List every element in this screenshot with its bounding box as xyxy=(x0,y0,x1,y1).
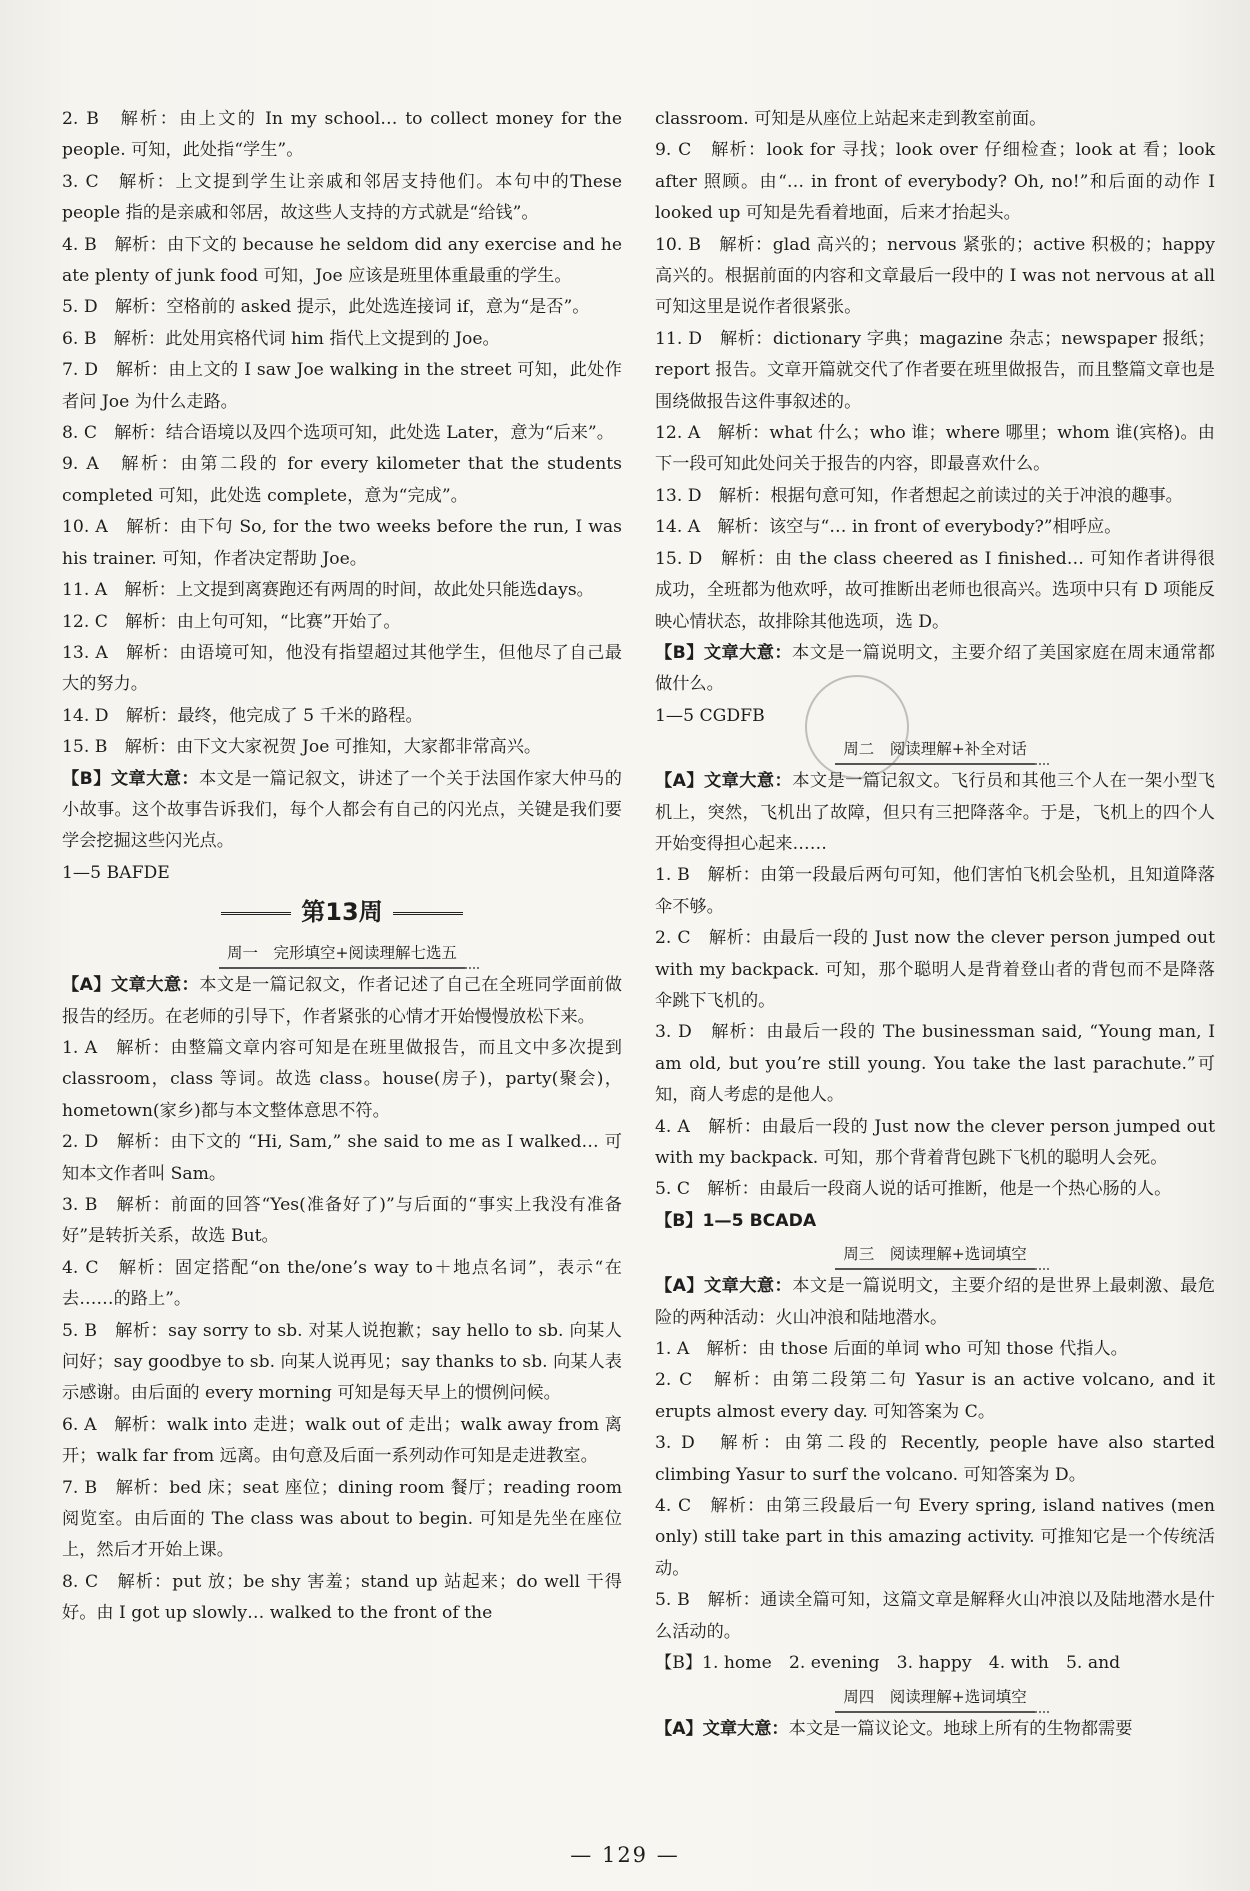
answer-item: 4. B 解析：由下文的 because he seldom did any exercise and he ate plenty of junk food 可知，Joe 应该是班里体重最重的学生。 xyxy=(62,234,622,287)
summary-tag: 【A】文章大意： xyxy=(655,1718,789,1739)
answer-item: 8. C 解析：put 放；be shy 害羞；stand up 站起来；do well 干得好。由 I got up slowly… walked to the front of the xyxy=(62,1571,622,1624)
divider xyxy=(393,912,463,915)
answer-item: 1. A 解析：由整篇文章内容可知是在班里做报告，而且文中多次提到 classroom，class 等词。故选 class。house(房子)，party(聚会)，hometown(家乡)都与本文整体意思不符。 xyxy=(62,1037,622,1121)
answer-item: 13. D 解析：根据句意可知，作者想起之前读过的关于冲浪的趣事。 xyxy=(655,485,1183,506)
answer-item: 12. A 解析：what 什么；who 谁；where 哪里；whom 谁(宾格)。由下一段可知此处问关于报告的内容，即最喜欢什么。 xyxy=(655,423,1215,475)
answer-item: 10. B 解析：glad 高兴的；nervous 紧张的；active 积极的；happy 高兴的。根据前面的内容和文章最后一段中的 I was not nervous at all 可知这里是说作者很紧张。 xyxy=(655,234,1215,318)
answer-item: 2. B 解析：由上文的 In my school… to collect money for the people. 可知，此处指“学生”。 xyxy=(62,109,622,161)
answer-item: 1. A 解析：由 those 后面的单词 who 可知 those 代指人。 xyxy=(655,1339,1128,1360)
answer-item: 12. C 解析：由上句可知，“比赛”开始了。 xyxy=(62,611,401,632)
summary-tag: 【B】文章大意： xyxy=(655,642,793,663)
answer-key: 【B】1. home 2. evening 3. happy 4. with 5. and xyxy=(655,1653,1121,1674)
answer-item: 4. C 解析：由第三段最后一句 Every spring, island natives (men only) still take part in this amazing activity. 可推知它是一个传统活动。 xyxy=(655,1496,1215,1579)
answer-key: 【B】1—5 BCADA xyxy=(655,1210,817,1231)
divider xyxy=(221,912,291,915)
answer-item: 1. B 解析：由第一段最后两句可知，他们害怕飞机会坠机，且知道降落伞不够。 xyxy=(655,865,1215,917)
answer-item: 7. B 解析：bed 床；seat 座位；dining room 餐厅；reading room 阅览室。由后面的 The class was about to begin. 可知是先坐在座位上，然后才开始上课。 xyxy=(62,1477,622,1561)
answer-item: 9. A 解析：由第二段的 for every kilometer that the students completed 可知，此处选 complete，意为“完成”。 xyxy=(62,454,622,506)
answer-item: 4. A 解析：由最后一段的 Just now the clever person jumped out with my backpack. 可知，那个背着背包跳下飞机的聪明人会死。 xyxy=(655,1116,1215,1168)
answer-item: 8. C 解析：结合语境以及四个选项可知，此处选 Later，意为“后来”。 xyxy=(62,423,614,444)
answer-item: 2. C 解析：由第二段第二句 Yasur is an active volcano, and it erupts almost every day. 可知答案为 C。 xyxy=(655,1370,1215,1422)
answer-item: 14. A 解析：该空与“… in front of everybody?”相呼应。 xyxy=(655,517,1122,538)
passage-summary xyxy=(62,970,622,1033)
answer-item: 9. C 解析：look for 寻找；look over 仔细检查；look at 看；look after 照顾。由“… in front of everybody? Oh, no!”和后面的动作 I looked up 可知是先看着地面，后来才抬起头。 xyxy=(655,140,1215,224)
passage-summary xyxy=(655,638,1215,701)
answer-item: 5. C 解析：由最后一段商人说的话可推断，他是一个热心肠的人。 xyxy=(655,1179,1172,1200)
answer-item: 5. B 解析：通读全篇可知，这篇文章是解释火山冲浪以及陆地潜水是什么活动的。 xyxy=(655,1590,1215,1642)
answer-key: 1—5 CGDFB xyxy=(655,705,765,726)
answer-item: 4. C 解析：固定搭配“on the/one’s way to＋地点名词”，表示“在去……的路上”。 xyxy=(62,1257,622,1310)
day-header-wednesday: 周三 阅读理解+选词填空 xyxy=(655,1240,1215,1268)
answer-item: 11. A 解析：上文提到离赛跑还有两周的时间，故此处只能选days。 xyxy=(62,580,594,601)
answer-item: 14. D 解析：最终，他完成了 5 千米的路程。 xyxy=(62,705,423,726)
answer-item: 3. B 解析：前面的回答“Yes(准备好了)”与后面的“事实上我没有准备好”是转折关系，故选 But。 xyxy=(62,1195,623,1247)
answer-item: 15. D 解析：由 the class cheered as I finished… 可知作者讲得很成功，全班都为他欢呼，故可推断出老师也很高兴。选项中只有 D 项能反映心情状态，故排除其他选项，选 D。 xyxy=(655,548,1215,632)
summary-text: 本文是一篇记叙文，作者记述了自己在全班同学面前做报告的经历。在老师的引导下，作者紧张的心情才开始慢慢放松下来。 xyxy=(62,975,622,1027)
summary-text: 本文是一篇记叙文，讲述了一个关于法国作家大仲马的小故事。这个故事告诉我们，每个人都会有自己的闪光点，关键是我们要学会挖掘这些闪光点。 xyxy=(62,768,622,852)
day-header-tuesday: 周二 阅读理解+补全对话 xyxy=(655,735,1215,763)
answer-item: 13. A 解析：由语境可知，他没有指望超过其他学生，但他尽了自己最大的努力。 xyxy=(62,642,622,695)
passage-summary xyxy=(655,1271,1215,1334)
summary-tag: 【B】文章大意： xyxy=(62,768,200,789)
answer-item: 7. D 解析：由上文的 I saw Joe walking in the street 可知，此处作者问 Joe 为什么走路。 xyxy=(62,360,622,412)
passage-summary xyxy=(655,1714,1215,1745)
passage-summary xyxy=(62,764,622,858)
summary-text: 本文是一篇说明文，主要介绍了美国家庭在周末通常都做什么。 xyxy=(655,642,1215,695)
answer-item: 15. B 解析：由下文大家祝贺 Joe 可推知，大家都非常高兴。 xyxy=(62,737,542,758)
week-header xyxy=(62,893,622,933)
answer-item: 6. B 解析：此处用宾格代词 him 指代上文提到的 Joe。 xyxy=(62,328,500,349)
answer-item: 6. A 解析：walk into 走进；walk out of 走出；walk away from 离开；walk far from 远离。由句意及后面一系列动作可知是走进教室。 xyxy=(62,1414,622,1467)
answer-item: 2. D 解析：由下文的 “Hi, Sam,” she said to me as I walked… 可知本文作者叫 Sam。 xyxy=(62,1132,622,1184)
answer-item: 11. D 解析：dictionary 字典；magazine 杂志；newspaper 报纸；report 报告。文章开篇就交代了作者要在班里做报告，而且整篇文章也是围绕做报告这件事叙述的。 xyxy=(655,328,1215,412)
day-header-monday: 周一 完形填空+阅读理解七选五 xyxy=(62,939,622,967)
summary-tag: 【A】文章大意： xyxy=(655,771,793,792)
answer-item: classroom. 可知是从座位上站起来走到教室前面。 xyxy=(655,109,1047,129)
page-number: — 129 — xyxy=(570,1843,680,1867)
summary-tag: 【A】文章大意： xyxy=(62,975,200,996)
summary-tag: 【A】文章大意： xyxy=(655,1276,793,1297)
answer-item: 3. D 解析：由第二段的 Recently, people have also started climbing Yasur to surf the volcano. 可知答案为 D。 xyxy=(655,1433,1215,1485)
summary-text: 本文是一篇议论文。地球上所有的生物都需要 xyxy=(788,1718,1133,1739)
left-column xyxy=(62,104,622,1630)
answer-item: 3. C 解析：上文提到学生让亲戚和邻居支持他们。本句中的These people 指的是亲戚和邻居，故这些人支持的方式就是“给钱”。 xyxy=(62,171,622,224)
answer-item: 3. D 解析：由最后一段的 The businessman said, “Young man, I am old, but you’re still young. You take the last parachute.”可知，商人考虑的是他人。 xyxy=(655,1022,1215,1106)
stamp-mark xyxy=(805,675,909,779)
right-column xyxy=(655,104,1215,1745)
answer-item: 10. A 解析：由下句 So, for the two weeks before the run, I was his trainer. 可知，作者决定帮助 Joe。 xyxy=(62,517,622,569)
answer-item: 2. C 解析：由最后一段的 Just now the clever person jumped out with my backpack. 可知，那个聪明人是背着登山者的背包而不是降落伞跳下飞机的。 xyxy=(655,928,1215,1011)
answer-item: 5. D 解析：空格前的 asked 提示，此处选连接词 if，意为“是否”。 xyxy=(62,297,590,318)
day-header-thursday: 周四 阅读理解+选词填空 xyxy=(655,1683,1215,1711)
summary-text: 本文是一篇说明文，主要介绍的是世界上最刺激、最危险的两种活动：火山冲浪和陆地潜水。 xyxy=(655,1276,1215,1328)
week-title: 第13周 xyxy=(301,898,383,927)
answer-item: 5. B 解析：say sorry to sb. 对某人说抱歉；say hello to sb. 向某人问好；say goodbye to sb. 向某人说再见；say thanks to sb. 向某人表示感谢。由后面的 every morning 可知是每天早上的惯例问候。 xyxy=(62,1320,622,1404)
passage-summary xyxy=(655,766,1215,860)
answer-key: 1—5 BAFDE xyxy=(62,862,170,883)
summary-text: 本文是一篇记叙文。飞行员和其他三个人在一架小型飞机上，突然，飞机出了故障，但只有三把降落伞。于是，飞机上的四个人开始变得担心起来…… xyxy=(655,771,1215,854)
